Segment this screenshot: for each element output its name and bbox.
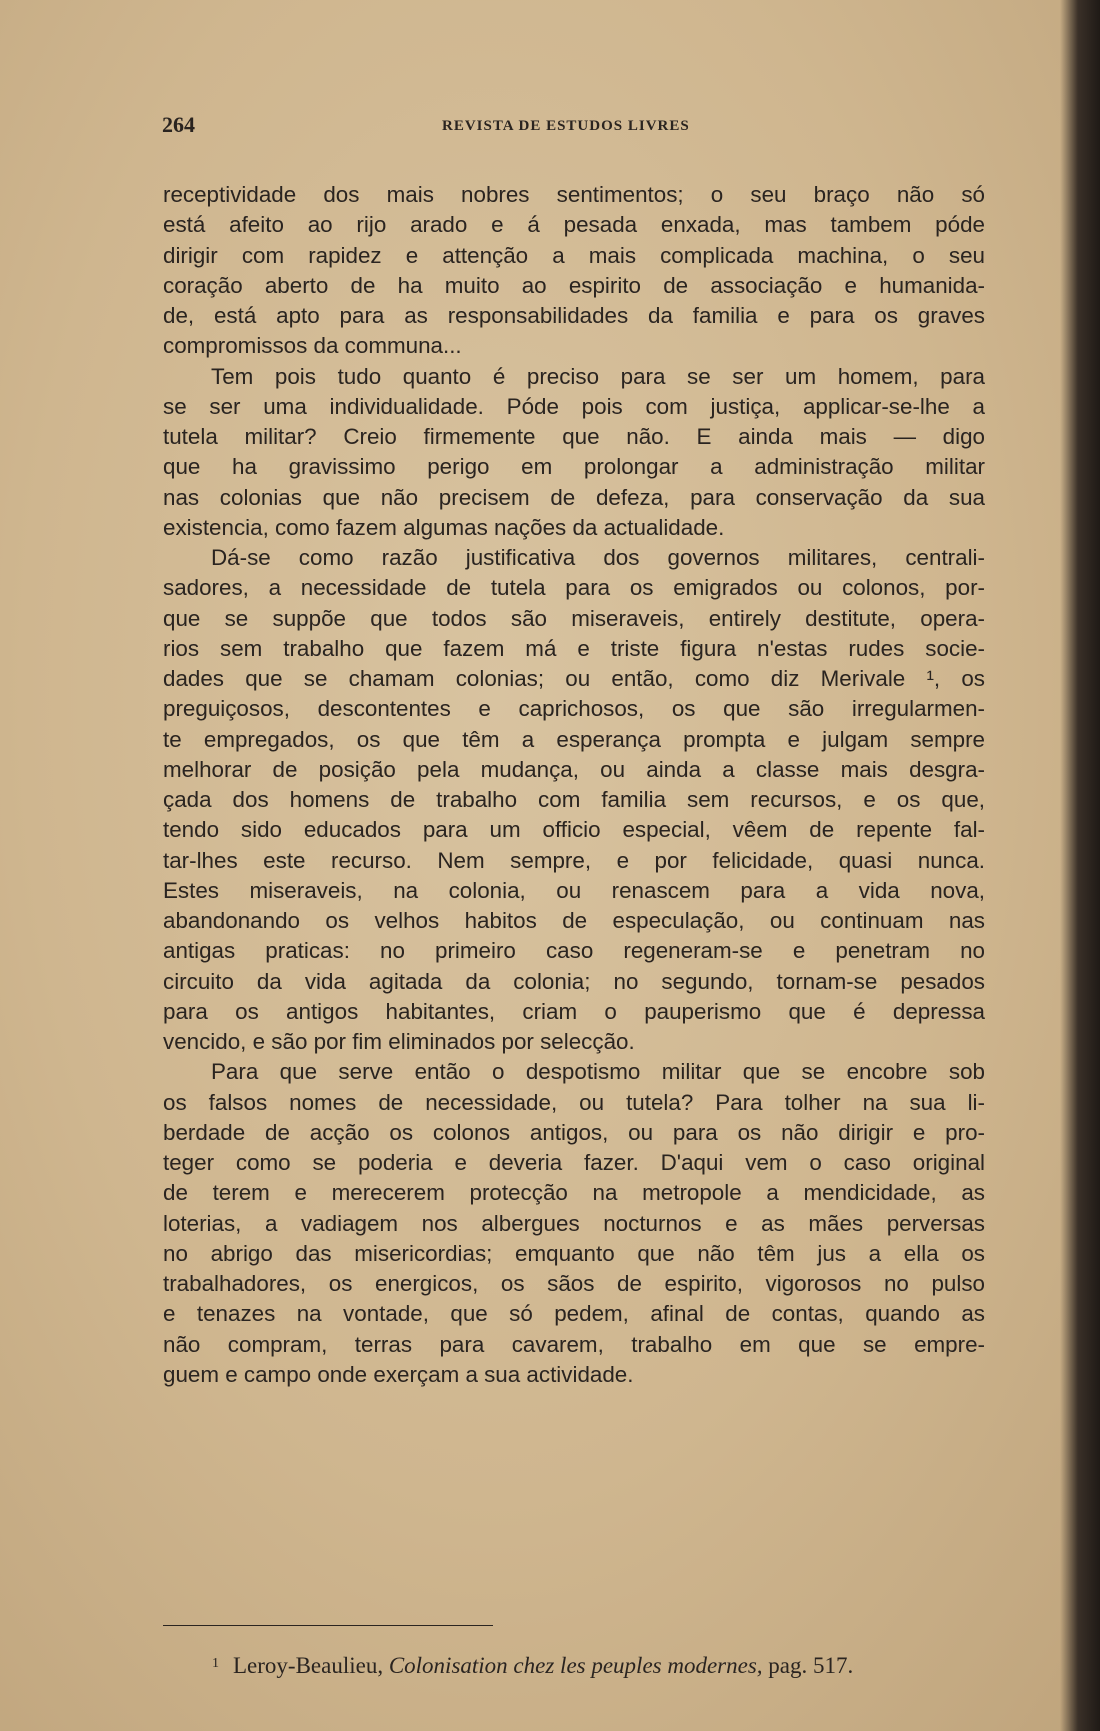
footnote-divider	[163, 1625, 493, 1626]
text-line: loterias, a vadiagem nos albergues nocturnos e as mães perversas	[163, 1210, 985, 1236]
text-line: que ha gravissimo perigo em prolongar a administração militar	[163, 454, 985, 480]
text-line: trabalhadores, os energicos, os sãos de espirito, vigorosos no pulso	[163, 1271, 985, 1296]
text-line: berdade de acção os colonos antigos, ou para os não dirigir e pro-	[163, 1119, 985, 1145]
footnote	[212, 1653, 972, 1679]
text-line: e tenazes na vontade, que só pedem, afinal de contas, quando as	[163, 1301, 985, 1327]
text-line: se ser uma individualidade. Póde pois com justiça, applicar-se-lhe a	[163, 393, 985, 419]
text-line: receptividade dos mais nobres sentimentos; o seu braço não só	[163, 182, 985, 207]
footnote-author: Leroy-Beaulieu,	[233, 1653, 384, 1678]
page-number: 264	[162, 112, 195, 137]
footnote-marker: 1	[212, 1656, 219, 1671]
text-line: de, está apto para as responsabilidades da familia e para os graves	[163, 303, 985, 328]
text-line: Dá-se como razão justificativa dos governos militares, centrali-	[211, 545, 985, 570]
text-line: para os antigos habitantes, criam o pauperismo que é depressa	[163, 998, 985, 1024]
running-title: REVISTA DE ESTUDOS LIVRES	[442, 118, 690, 134]
text-line: rios sem trabalho que fazem má e triste figura n'estas rudes socie-	[163, 635, 985, 661]
text-line: está afeito ao rijo arado e á pesada enxada, mas tambem póde	[163, 212, 985, 238]
text-line: dades que se chamam colonias; ou então, como diz Merivale ¹, os	[163, 666, 985, 691]
body-text	[163, 180, 985, 1390]
text-line: que se suppõe que todos são miseraveis, entirely destitute, opera-	[163, 605, 985, 631]
text-line: os falsos nomes de necessidade, ou tutela? Para tolher na sua li-	[163, 1089, 985, 1115]
text-line: coração aberto de ha muito ao espirito de associação e humanida-	[163, 272, 985, 298]
text-line: circuito da vida agitada da colonia; no segundo, tornam-se pesados	[163, 968, 985, 994]
text-line: dirigir com rapidez e attenção a mais complicada machina, o seu	[163, 242, 985, 268]
text-line: tendo sido educados para um officio especial, vêem de repente fal-	[163, 817, 985, 843]
text-line: de terem e merecerem protecção na metropole a mendicidade, as	[163, 1180, 985, 1206]
text-line: tar-lhes este recurso. Nem sempre, e por felicidade, quasi nunca.	[163, 847, 985, 873]
footnote-title: Colonisation chez les peuples modernes,	[388, 1653, 763, 1678]
text-line: Estes miseraveis, na colonia, ou renascem para a vida nova,	[163, 877, 985, 903]
text-line: vencido, e são por fim eliminados por selecção.	[163, 1029, 635, 1054]
text-line: preguiçosos, descontentes e caprichosos, os que são irregularmen-	[163, 696, 985, 722]
text-line: Tem pois tudo quanto é preciso para se ser um homem, para	[211, 363, 985, 389]
text-line: abandonando os velhos habitos de especulação, ou continuam nas	[163, 908, 985, 933]
text-line: melhorar de posição pela mudança, ou ainda a classe mais desgra-	[163, 756, 985, 782]
text-line: nas colonias que não precisem de defeza, para conservação da sua	[163, 484, 985, 510]
text-line: antigas praticas: no primeiro caso regeneram-se e penetram no	[163, 938, 985, 964]
text-line: te empregados, os que têm a esperança prompta e julgam sempre	[163, 726, 985, 752]
text-line: çada dos homens de trabalho com familia sem recursos, e os que,	[163, 787, 985, 812]
text-line: Para que serve então o despotismo militar que se encobre sob	[211, 1059, 985, 1085]
text-line: não compram, terras para cavarem, trabalho em que se empre-	[163, 1331, 985, 1357]
text-line: no abrigo das misericordias; emquanto que não têm jus a ella os	[163, 1240, 985, 1266]
text-line: compromissos da communa...	[163, 333, 462, 359]
page-header	[162, 112, 982, 142]
text-line: sadores, a necessidade de tutela para os emigrados ou colonos, por-	[163, 575, 985, 601]
text-line: existencia, como fazem algumas nações da actualidade.	[163, 514, 725, 540]
footnote-page: pag. 517.	[768, 1653, 854, 1678]
book-spine-shadow	[1060, 0, 1100, 1731]
text-line: teger como se poderia e deveria fazer. D'aqui vem o caso original	[163, 1150, 985, 1175]
text-line: tutela militar? Creio firmemente que não. E ainda mais — digo	[163, 424, 985, 449]
text-line: guem e campo onde exerçam a sua actividade.	[163, 1361, 634, 1387]
